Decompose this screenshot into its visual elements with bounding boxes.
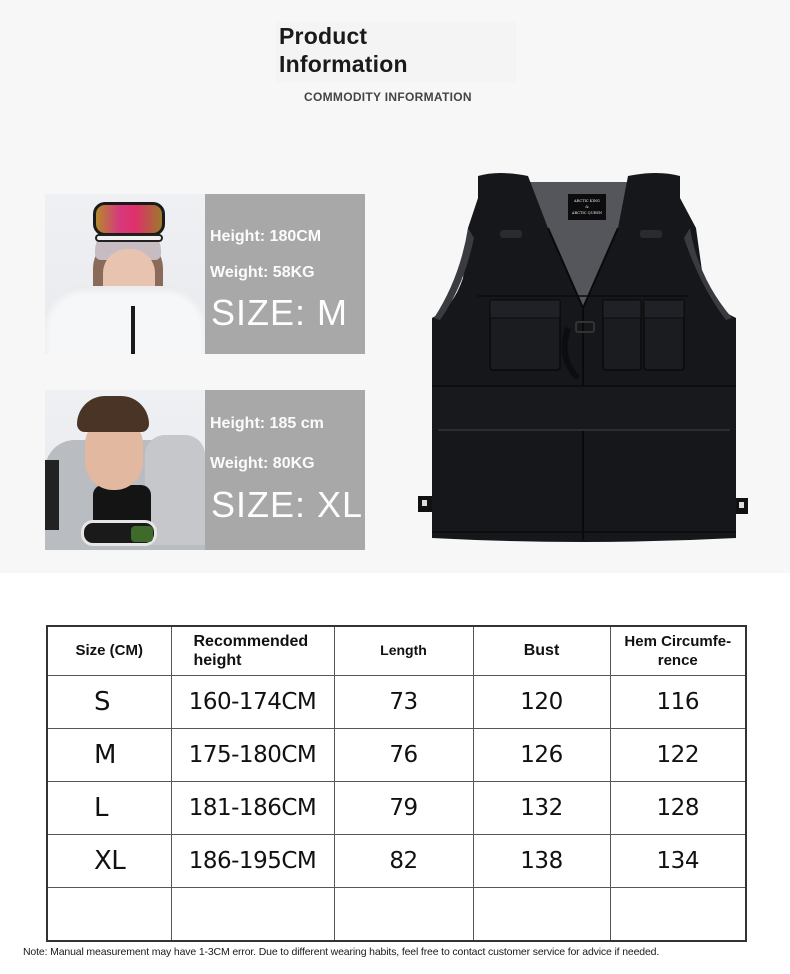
model-info-panel — [205, 194, 365, 354]
header-hem-circumference: Hem Circumfe- rence — [610, 626, 746, 675]
cell-bust: 138 — [473, 834, 610, 887]
table-row — [47, 781, 746, 834]
cell-bust: 126 — [473, 728, 610, 781]
vest-product-image — [418, 168, 748, 548]
header-size: Size (CM) — [47, 626, 171, 675]
size-chart-table — [46, 625, 747, 942]
header-bust: Bust — [473, 626, 610, 675]
measurement-note: Note: Manual measurement may have 1-3CM error. Due to different wearing habits, feel free to contact customer service for advice if needed. — [23, 946, 660, 958]
cell-height: 160-174CM — [171, 675, 334, 728]
cell-size: M — [47, 728, 171, 781]
cell-height: 181-186CM — [171, 781, 334, 834]
cell-hem: 134 — [610, 834, 746, 887]
table-row — [47, 675, 746, 728]
model-size: SIZE: XL — [211, 484, 364, 525]
cell-length: 73 — [334, 675, 473, 728]
cell-bust: 120 — [473, 675, 610, 728]
title-line-2: Information — [279, 51, 408, 77]
cell-hem: 122 — [610, 728, 746, 781]
page-subtitle: COMMODITY INFORMATION — [304, 90, 472, 104]
model-size: SIZE: M — [211, 292, 349, 333]
cell-bust: 132 — [473, 781, 610, 834]
svg-text:&: & — [585, 204, 589, 209]
page-title — [279, 22, 408, 78]
cell-size: XL — [47, 834, 171, 887]
cell-hem: 128 — [610, 781, 746, 834]
table-header-row — [47, 626, 746, 675]
header-length: Length — [334, 626, 473, 675]
cell-height: 186-195CM — [171, 834, 334, 887]
title-line-1: Product — [279, 23, 368, 49]
male-model-photo — [45, 390, 205, 550]
cell-height: 175-180CM — [171, 728, 334, 781]
model-info-panel — [205, 390, 365, 550]
cell-size: S — [47, 675, 171, 728]
svg-text:ARCTIC QUEEN: ARCTIC QUEEN — [571, 211, 603, 215]
model-height: Height: 185 cm — [210, 415, 324, 432]
cell-length: 79 — [334, 781, 473, 834]
model-height: Height: 180CM — [210, 228, 322, 245]
model-weight: Weight: 58KG — [210, 264, 315, 281]
table-row — [47, 834, 746, 887]
model-weight: Weight: 80KG — [210, 455, 315, 472]
ski-goggles-icon — [93, 202, 165, 236]
cell-hem: 116 — [610, 675, 746, 728]
cell-size: L — [47, 781, 171, 834]
cell-length: 76 — [334, 728, 473, 781]
model-card-female — [45, 194, 365, 354]
table-row-empty — [47, 887, 746, 941]
table-row — [47, 728, 746, 781]
model-card-male — [45, 390, 365, 550]
cell-length: 82 — [334, 834, 473, 887]
female-model-photo — [45, 194, 205, 354]
header-recommended-height: Recommended height — [171, 626, 334, 675]
svg-text:ARCTIC KING: ARCTIC KING — [574, 199, 600, 203]
